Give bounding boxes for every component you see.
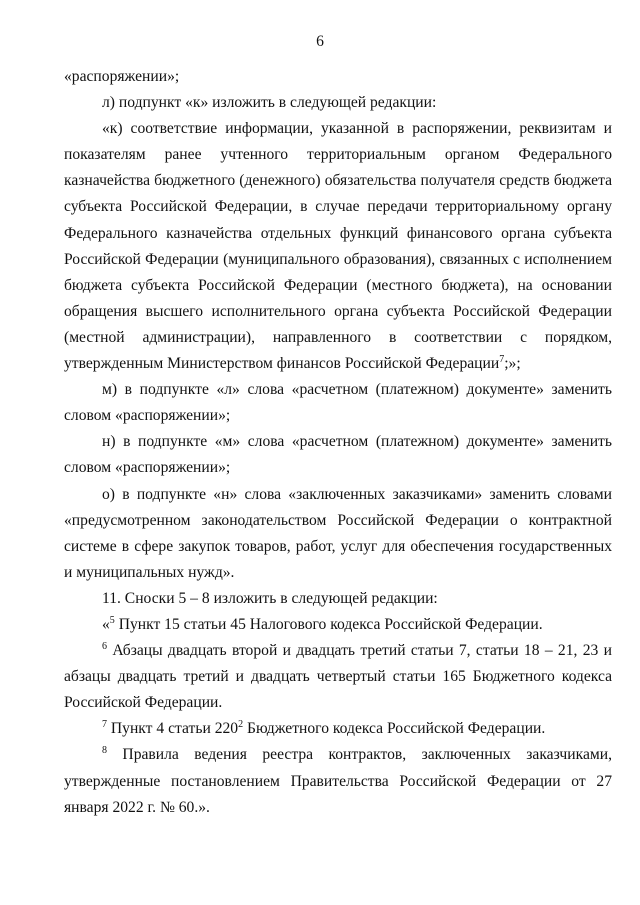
paragraph-subitem-o: о) в подпункте «н» слова «заключенных заказчиками» заменить словами «предусмотренном законодательством Российской Федерации о контрактной системе в сфере закупок товаров, работ, услуг для обеспечения государственных и муниципальных нужд». [64,485,612,581]
footnote-8 [64,742,612,820]
document-body [64,64,612,821]
footnote-5-open-quote: « [102,615,110,633]
footnote-6 [64,638,612,716]
footnote-5-mark: 5 [109,614,115,626]
paragraph-subitem-k-text [64,116,612,377]
footnote-5-text: Пункт 15 статьи 45 Налогового кодекса Российской Федерации. [114,615,543,633]
footnote-ref-7: 7 [499,354,505,366]
footnote-7-text-b: Бюджетного кодекса Российской Федерации. [243,720,546,738]
footnote-6-mark: 6 [102,641,107,653]
footnote-7-mark: 7 [102,719,107,731]
page-number: 6 [316,33,324,50]
footnote-7-text-a: Пункт 4 статьи 220 [107,720,239,738]
subitem-k-end: ;»; [504,355,521,373]
paragraph-subitem-l: л) подпункт «к» изложить в следующей редакции: [102,94,437,112]
footnote-7-article-superscript: 2 [238,719,244,731]
footnote-7 [64,716,612,742]
footnote-8-mark: 8 [102,745,107,757]
footnote-6-text: Абзацы двадцать второй и двадцать третий статьи 7, статьи 18 – 21, 23 и абзацы двадцать третий и двадцать четвертый статьи 165 Бюджетного кодекса Российской Федерации. [64,642,612,712]
footnote-5 [64,612,612,638]
subitem-k-body: «к) соответствие информации, указанной в распоряжении, реквизитам и показателям ранее учтенного территориальным органом Федерального казначейства бюджетного (денежного) обязательства получателя средств бюджета субъекта Российской Федерации, в случае передачи территориальному органу Федерального казначейства отдельных функций финансового органа субъекта Российской Федерации (муниципального образования), связанных с исполнением бюджета субъекта Российской Федерации (местного бюджета), на основании обращения высшего исполнительного органа субъекта Российской Федерации (местной администрации), направленного в соответствии с порядком, утвержденным Министерством финансов Российской Федерации [64,120,612,373]
paragraph-continuation: «распоряжении»; [64,68,180,85]
paragraph-subitem-n: н) в подпункте «м» слова «расчетном (платежном) документе» заменить словом «распоряжении»; [64,433,612,477]
paragraph-subitem-m: м) в подпункте «л» слова «расчетном (платежном) документе» заменить словом «распоряжении»; [64,381,612,425]
paragraph-item-11: 11. Сноски 5 – 8 изложить в следующей редакции: [102,589,438,607]
footnote-8-text: Правила ведения реестра контрактов, заключенных заказчиками, утвержденные постановлением Правительства Российской Федерации от 27 января 2022 г. № 60.». [64,746,612,816]
